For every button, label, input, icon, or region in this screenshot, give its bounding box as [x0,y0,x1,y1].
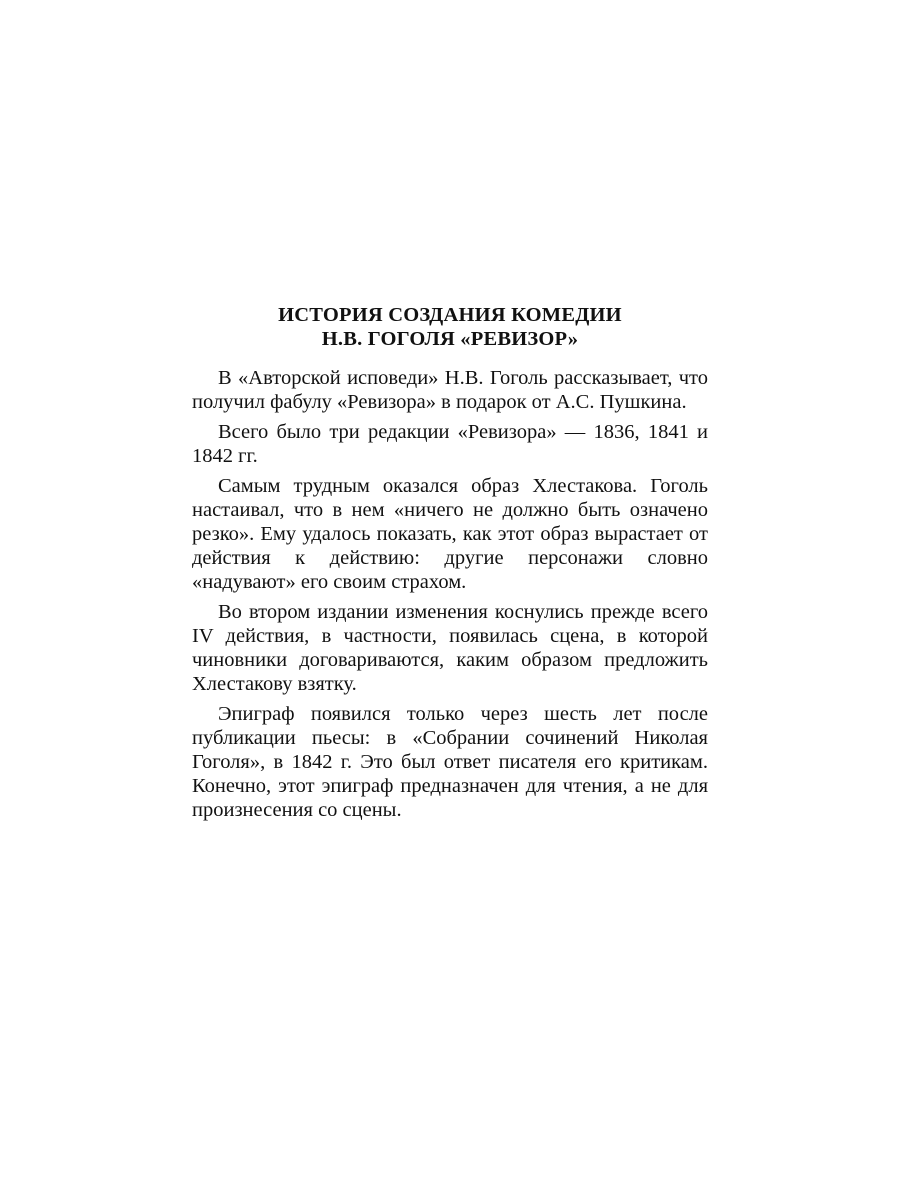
paragraph: Во втором издании изменения коснулись прежде всего IV действия, в частности, появилась сцена, в которой чиновники договариваются, каким образом предложить Хлестакову взятку. [192,601,708,695]
paragraph: В «Авторской исповеди» Н.В. Гоголь рассказывает, что получил фабулу «Ревизора» в подарок от А.С. Пушкина. [192,367,708,413]
paragraph: Эпиграф появился только через шесть лет после публикации пьесы: в «Собрании сочинений Николая Гоголя», в 1842 г. Это был ответ писателя его критикам. Конечно, этот эпиграф предназначен для чтения, а не для произнесения со сцены. [192,703,708,821]
title-line-1: ИСТОРИЯ СОЗДАНИЯ КОМЕДИИ [278,304,622,326]
page-title [192,303,708,351]
paragraph: Самым трудным оказался образ Хлестакова. Гоголь настаивал, что в нем «ничего не должно быть означено резко». Ему удалось показать, как этот образ вырастает от действия к действию: другие персонажи словно «надувают» его своим страхом. [192,475,708,593]
paragraph: Всего было три редакции «Ревизора» — 1836, 1841 и 1842 гг. [192,421,708,467]
body-text [192,366,708,822]
book-page [192,303,708,828]
title-line-2: Н.В. ГОГОЛЯ «РЕВИЗОР» [321,328,579,350]
